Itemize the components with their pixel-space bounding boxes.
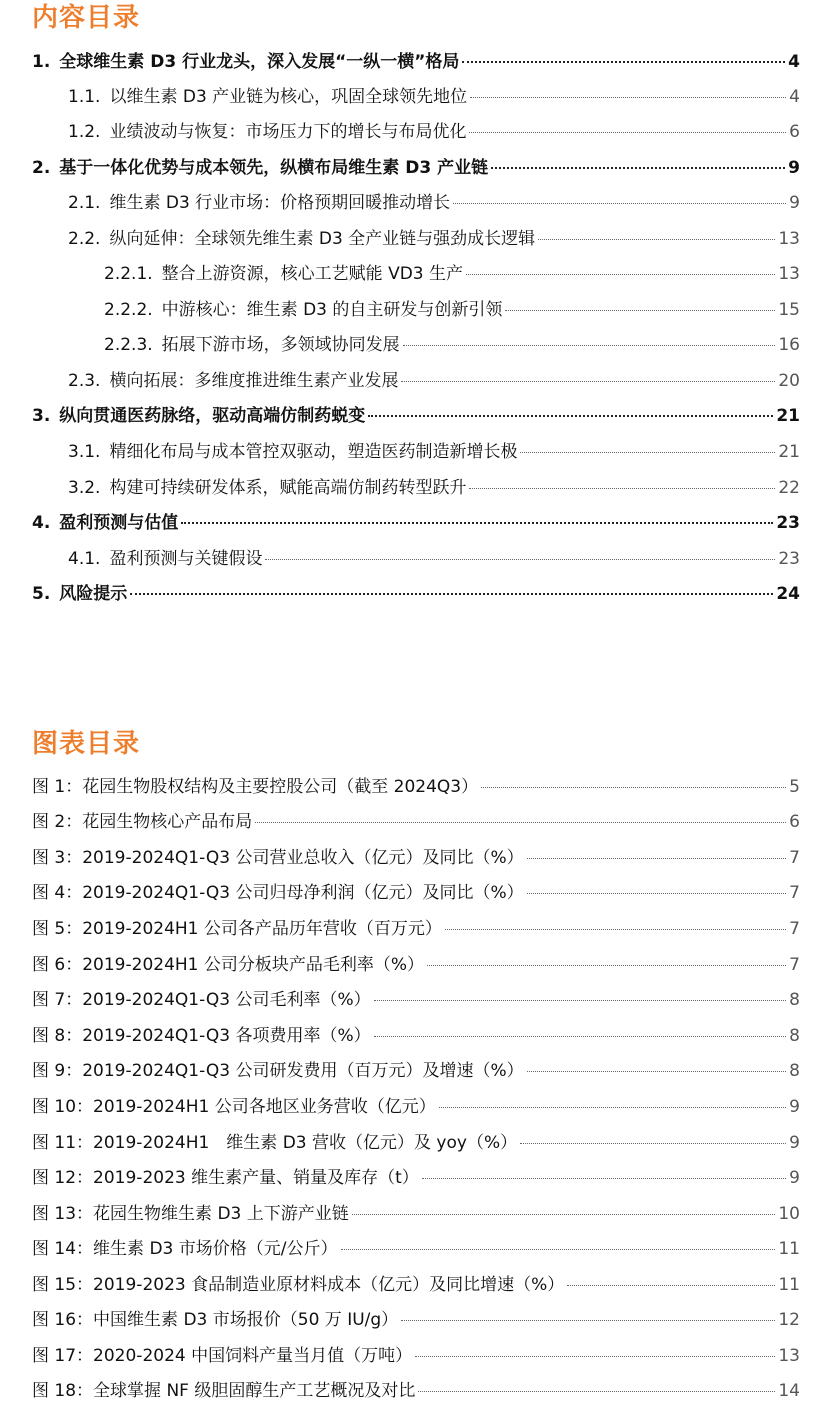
- figure-entry-page: 6: [789, 812, 800, 832]
- figure-entry-number: 图 11：: [32, 1133, 94, 1153]
- figure-entry-number: 图 10：: [32, 1097, 94, 1117]
- toc-entry[interactable]: [104, 333, 800, 357]
- toc-entry-page: 22: [778, 478, 800, 498]
- figure-entry-page: 7: [789, 883, 800, 903]
- figure-entry-page: 9: [789, 1133, 800, 1153]
- toc-entry-text: 盈利预测与估值: [59, 513, 179, 533]
- toc-title: 内容目录: [32, 3, 141, 33]
- figure-entry[interactable]: [32, 1379, 800, 1403]
- toc-entry[interactable]: [68, 191, 800, 215]
- figure-entry-number: 图 5：: [32, 919, 83, 939]
- toc-leader-dots: [469, 488, 775, 489]
- figure-leader-dots: [527, 1071, 787, 1072]
- toc-entry-text: 拓展下游市场，多领域协同发展: [161, 335, 400, 355]
- toc-entry[interactable]: [68, 547, 800, 571]
- toc-entry-number: 1.: [32, 52, 51, 72]
- toc-entry-text: 中游核心：维生素 D3 的自主研发与创新引领: [161, 300, 503, 320]
- figure-entry[interactable]: [32, 1273, 800, 1297]
- toc-entry-text: 基于一体化优势与成本领先，纵横布局维生素 D3 产业链: [59, 158, 489, 178]
- figure-entry-text: 维生素 D3 市场价格（元/公斤）: [93, 1239, 338, 1259]
- figure-entry[interactable]: [32, 1344, 800, 1368]
- toc-entry-page: 9: [788, 158, 800, 178]
- toc-entry-number: 2.2.1.: [104, 264, 153, 284]
- figure-entry-number: 图 12：: [32, 1168, 94, 1188]
- figure-entry-text: 花园生物核心产品布局: [82, 812, 253, 832]
- toc-entry[interactable]: [32, 582, 800, 606]
- figure-entry-number: 图 3：: [32, 848, 83, 868]
- figure-leader-dots: [422, 1178, 786, 1179]
- toc-entry[interactable]: [68, 440, 800, 464]
- toc-entry-text: 横向拓展：多维度推进维生素产业发展: [109, 371, 399, 391]
- toc-leader-dots: [401, 381, 775, 382]
- figure-entry-number: 图 2：: [32, 812, 83, 832]
- toc-entry[interactable]: [68, 476, 800, 500]
- toc-entry-text: 风险提示: [59, 584, 128, 604]
- figure-leader-dots: [481, 787, 786, 788]
- toc-entry-page: 21: [776, 406, 800, 426]
- figure-leader-dots: [567, 1285, 775, 1286]
- toc-entry-number: 2.2.2.: [104, 300, 153, 320]
- figure-entry-page: 12: [778, 1310, 800, 1330]
- toc-entry-number: 3.1.: [68, 442, 101, 462]
- figure-entry-text: 2019-2024H1 维生素 D3 营收（亿元）及 yoy（%）: [93, 1133, 518, 1153]
- figure-entry[interactable]: [32, 1059, 800, 1083]
- toc-leader-dots: [491, 167, 785, 169]
- figure-entry[interactable]: [32, 846, 800, 870]
- toc-entry-number: 3.: [32, 406, 51, 426]
- toc-leader-dots: [265, 559, 775, 560]
- toc-entry[interactable]: [68, 369, 800, 393]
- figure-entry-text: 花园生物股权结构及主要控股公司（截至 2024Q3）: [82, 777, 479, 797]
- figure-entry-text: 2019-2024Q1-Q3 公司归母净利润（亿元）及同比（%）: [82, 883, 524, 903]
- toc-leader-dots: [368, 415, 773, 417]
- figure-entry-number: 图 13：: [32, 1204, 94, 1224]
- figure-entry[interactable]: [32, 988, 800, 1012]
- toc-entry-number: 2.1.: [68, 193, 101, 213]
- figure-leader-dots: [445, 929, 786, 930]
- figure-entry[interactable]: [32, 1131, 800, 1155]
- toc-entry[interactable]: [104, 298, 800, 322]
- toc-entry[interactable]: [68, 120, 800, 144]
- figure-entry[interactable]: [32, 1095, 800, 1119]
- figure-leader-dots: [439, 1107, 786, 1108]
- figure-entry-page: 10: [778, 1204, 800, 1224]
- toc-leader-dots: [538, 239, 775, 240]
- toc-entry-page: 6: [789, 122, 800, 142]
- figure-entry-page: 7: [789, 848, 800, 868]
- toc-entry[interactable]: [32, 156, 800, 180]
- toc-entry-text: 构建可持续研发体系，赋能高端仿制药转型跃升: [109, 478, 467, 498]
- figure-entry-page: 5: [789, 777, 800, 797]
- toc-leader-dots: [469, 132, 786, 133]
- figure-entry-number: 图 8：: [32, 1026, 83, 1046]
- figure-entry[interactable]: [32, 953, 800, 977]
- figure-entry-text: 2019-2024H1 公司分板块产品毛利率（%）: [82, 955, 425, 975]
- figure-entry-text: 2019-2023 食品制造业原材料成本（亿元）及同比增速（%）: [93, 1275, 565, 1295]
- figure-entry-page: 8: [789, 990, 800, 1010]
- figure-leader-dots: [418, 1391, 775, 1392]
- figure-entry-number: 图 6：: [32, 955, 83, 975]
- figure-entry-page: 7: [789, 955, 800, 975]
- figure-entry-number: 图 18：: [32, 1381, 94, 1401]
- toc-entry-page: 15: [778, 300, 800, 320]
- figure-entry-number: 图 9：: [32, 1061, 83, 1081]
- figure-entry-page: 13: [778, 1346, 800, 1366]
- toc-entry-page: 20: [778, 371, 800, 391]
- toc-entry-number: 1.1.: [68, 87, 101, 107]
- figure-entry-text: 全球掌握 NF 级胆固醇生产工艺概况及对比: [93, 1381, 416, 1401]
- figure-entry-text: 2019-2024Q1-Q3 公司研发费用（百万元）及增速（%）: [82, 1061, 524, 1081]
- figure-entry-number: 图 14：: [32, 1239, 94, 1259]
- figure-entry-text: 花园生物维生素 D3 上下游产业链: [93, 1204, 349, 1224]
- toc-entry-page: 24: [776, 584, 800, 604]
- figure-entry[interactable]: [32, 810, 800, 834]
- toc-entry-text: 以维生素 D3 产业链为核心，巩固全球领先地位: [109, 87, 468, 107]
- figure-entry[interactable]: [32, 917, 800, 941]
- figure-entry-number: 图 1：: [32, 777, 83, 797]
- figure-leader-dots: [255, 822, 786, 823]
- figure-entry[interactable]: [32, 881, 800, 905]
- figure-entry-number: 图 4：: [32, 883, 83, 903]
- figure-leader-dots: [520, 1143, 786, 1144]
- toc-entry[interactable]: [68, 85, 800, 109]
- figure-entry-text: 2019-2023 维生素产量、销量及库存（t）: [93, 1168, 419, 1188]
- toc-entry-number: 5.: [32, 584, 51, 604]
- toc-leader-dots: [130, 593, 773, 595]
- toc-entry-number: 2.3.: [68, 371, 101, 391]
- toc-entry[interactable]: [32, 50, 800, 74]
- figure-entry[interactable]: [32, 1024, 800, 1048]
- toc-leader-dots: [520, 452, 775, 453]
- toc-leader-dots: [181, 522, 773, 524]
- toc-entry-number: 2.2.3.: [104, 335, 153, 355]
- figure-entry[interactable]: [32, 1237, 800, 1261]
- figure-entry-text: 中国维生素 D3 市场报价（50 万 IU/g）: [93, 1310, 399, 1330]
- figure-entry-text: 2019-2024Q1-Q3 公司毛利率（%）: [82, 990, 371, 1010]
- toc-leader-dots: [466, 274, 775, 275]
- toc-entry-text: 纵向贯通医药脉络，驱动高端仿制药蜕变: [59, 406, 366, 426]
- toc-entry-text: 业绩波动与恢复：市场压力下的增长与布局优化: [109, 122, 467, 142]
- toc-entry[interactable]: [68, 227, 800, 251]
- toc-entry[interactable]: [32, 404, 800, 428]
- toc-entry-page: 4: [789, 87, 800, 107]
- figure-entry-number: 图 7：: [32, 990, 83, 1010]
- figure-entry-text: 2020-2024 中国饲料产量当月值（万吨）: [93, 1346, 413, 1366]
- figure-entry-number: 图 16：: [32, 1310, 94, 1330]
- figure-leader-dots: [527, 893, 787, 894]
- toc-leader-dots: [470, 97, 786, 98]
- figure-entry[interactable]: [32, 1166, 800, 1190]
- toc-entry-number: 1.2.: [68, 122, 101, 142]
- figure-leader-dots: [415, 1356, 775, 1357]
- figure-leader-dots: [427, 965, 786, 966]
- toc-entry-page: 23: [778, 549, 800, 569]
- figure-entry-page: 8: [789, 1061, 800, 1081]
- toc-entry-page: 21: [778, 442, 800, 462]
- figure-entry-text: 2019-2024H1 公司各地区业务营收（亿元）: [93, 1097, 436, 1117]
- toc-entry-number: 3.2.: [68, 478, 101, 498]
- figure-entry-text: 2019-2024Q1-Q3 公司营业总收入（亿元）及同比（%）: [82, 848, 524, 868]
- toc-entry-text: 整合上游资源，核心工艺赋能 VD3 生产: [161, 264, 464, 284]
- toc-entry-number: 4.: [32, 513, 51, 533]
- toc-leader-dots: [505, 310, 775, 311]
- toc-entry-text: 盈利预测与关键假设: [109, 549, 263, 569]
- figure-entry-page: 9: [789, 1168, 800, 1188]
- figure-entry-text: 2019-2024Q1-Q3 各项费用率（%）: [82, 1026, 371, 1046]
- toc-entry-number: 2.: [32, 158, 51, 178]
- figures-title: 图表目录: [32, 729, 141, 759]
- toc-entry-page: 23: [776, 513, 800, 533]
- toc-entry-text: 全球维生素 D3 行业龙头，深入发展“一纵一横”格局: [59, 52, 460, 72]
- figure-leader-dots: [401, 1320, 775, 1321]
- figure-entry-page: 7: [789, 919, 800, 939]
- figure-entry-page: 11: [778, 1275, 800, 1295]
- figure-leader-dots: [527, 858, 787, 859]
- figure-entry-number: 图 17：: [32, 1346, 94, 1366]
- toc-entry-text: 精细化布局与成本管控双驱动，塑造医药制造新增长极: [109, 442, 518, 462]
- figure-entry[interactable]: [32, 1308, 800, 1332]
- toc-entry[interactable]: [32, 511, 800, 535]
- figure-entry[interactable]: [32, 775, 800, 799]
- toc-entry-page: 16: [778, 335, 800, 355]
- toc-entry-page: 9: [789, 193, 800, 213]
- figure-entry-page: 14: [778, 1381, 800, 1401]
- figure-entry-text: 2019-2024H1 公司各产品历年营收（百万元）: [82, 919, 442, 939]
- figure-entry-page: 8: [789, 1026, 800, 1046]
- toc-leader-dots: [462, 61, 785, 63]
- toc-entry-number: 4.1.: [68, 549, 101, 569]
- toc-entry-text: 纵向延伸：全球领先维生素 D3 全产业链与强劲成长逻辑: [109, 229, 536, 249]
- figure-leader-dots: [374, 1000, 787, 1001]
- figure-leader-dots: [374, 1036, 787, 1037]
- toc-entry-page: 4: [788, 52, 800, 72]
- toc-entry[interactable]: [104, 262, 800, 286]
- toc-leader-dots: [403, 345, 776, 346]
- figure-entry[interactable]: [32, 1202, 800, 1226]
- toc-entry-page: 13: [778, 264, 800, 284]
- figure-leader-dots: [352, 1214, 776, 1215]
- figure-entry-number: 图 15：: [32, 1275, 94, 1295]
- toc-entry-text: 维生素 D3 行业市场：价格预期回暖推动增长: [109, 193, 451, 213]
- toc-leader-dots: [453, 203, 786, 204]
- figure-entry-page: 9: [789, 1097, 800, 1117]
- figure-leader-dots: [341, 1249, 776, 1250]
- toc-entry-page: 13: [778, 229, 800, 249]
- toc-entry-number: 2.2.: [68, 229, 101, 249]
- figure-entry-page: 11: [778, 1239, 800, 1259]
